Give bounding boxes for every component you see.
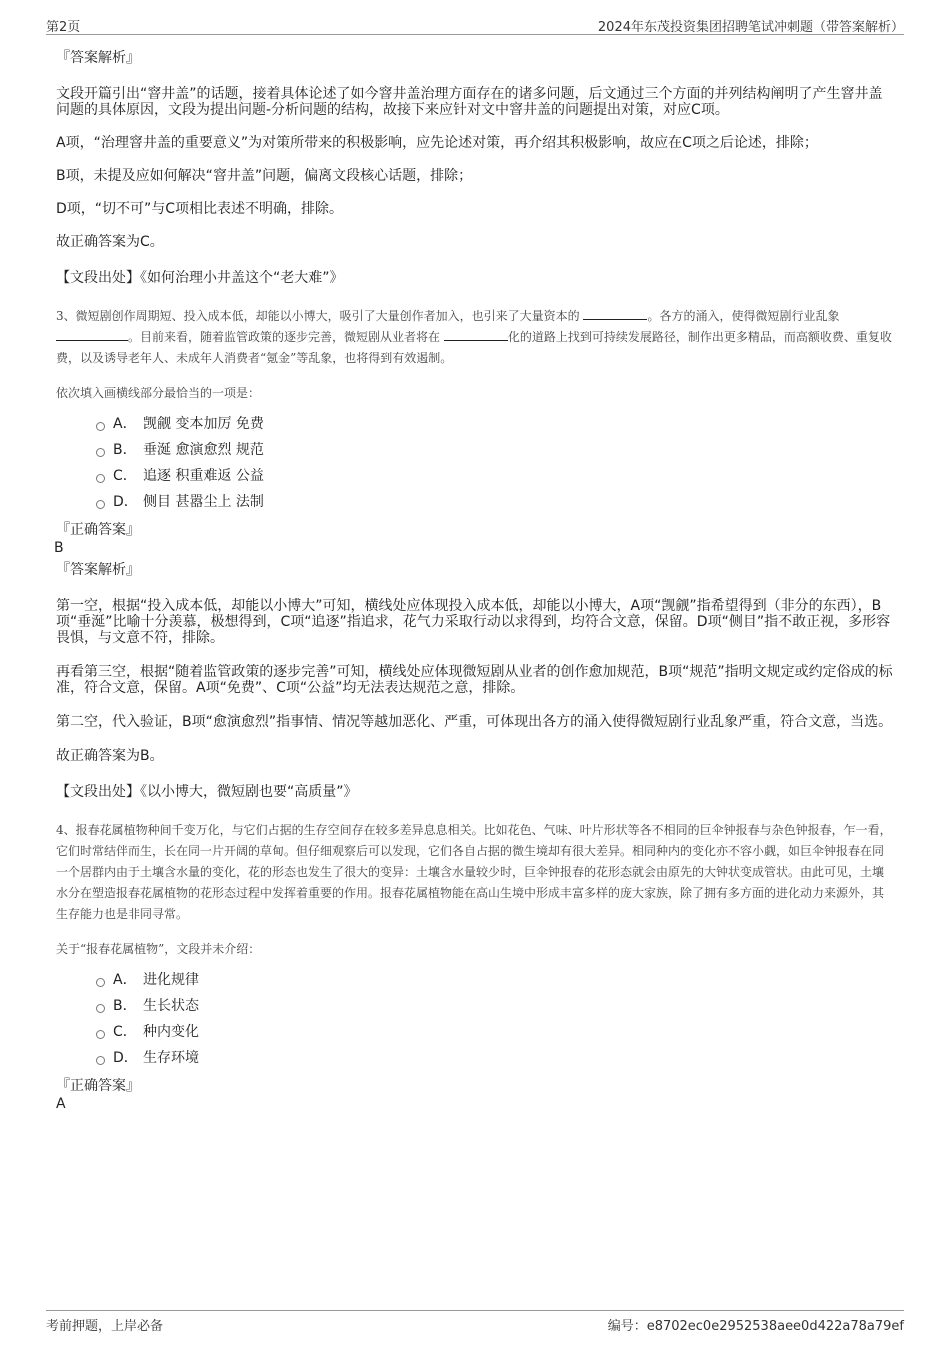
option-list: [96, 416, 894, 520]
option-b[interactable]: B． 生长状态: [96, 998, 894, 1024]
option-a[interactable]: A． 觊觎 变本加厉 免费: [96, 416, 894, 442]
page-number: 第2页: [46, 20, 81, 35]
answer-label: 『正确答案』: [56, 522, 140, 538]
option-b[interactable]: B． 垂涎 愈演愈烈 规范: [96, 442, 894, 468]
question-4: [56, 820, 894, 1112]
option-d[interactable]: D． 生存环境: [96, 1050, 894, 1076]
question-3: [56, 306, 894, 800]
question-stem: 4、报春花属植物种间千变万化，与它们占据的生存空间存在较多差异息息相关。比如花色、气味、叶片形状等各不相同的巨伞钟报春与杂色钟报春，乍一看，它们时常结伴而生，长在同一片开阔的草甸。但仔细观察后可以发现，它们各自占据的微生境却有很大差异。相同种内的变化亦不容小觑，如巨伞钟报春在同一个居群内由于土壤含水量的变化，花的形态也发生了很大的变异：土壤含水量较少时，巨伞钟报春的花形态就会由原先的大钟状变成管状。由此可见，土壤水分在塑造报春花属植物的花形态过程中发挥着重要的作用。报春花属植物能在高山生境中形成丰富多样的庞大家族，除了拥有多方面的进化动力来源外，其生存能力也是非同寻常。: [56, 823, 892, 921]
page-header: [46, 14, 904, 35]
analysis-paragraph: D项，“切不可”与C项相比表述不明确，排除。: [56, 201, 344, 217]
option-c[interactable]: C． 追逐 积重难返 公益: [96, 468, 894, 494]
radio-icon[interactable]: [96, 1004, 105, 1013]
radio-icon[interactable]: [96, 1030, 105, 1039]
analysis-label: 『答案解析』: [56, 562, 140, 578]
question-stem: 3、微短剧创作周期短、投入成本低，却能以小博大，吸引了大量创作者加入，也引来了大量资本的 。各方的涌入，使得微短剧行业乱象 。目前来看，随着监管政策的逐步完善，微短剧从业者将在 化的道路上找到可持续发展路径，制作出更多精品，而高额收费、重复收费，以及诱导老年人、未成年人消费者“氪金”等乱象，也将得到有效遏制。: [56, 309, 892, 365]
option-c[interactable]: C． 种内变化: [96, 1024, 894, 1050]
answer-label: 『正确答案』: [56, 1078, 140, 1094]
analysis-label: 『答案解析』: [56, 50, 140, 66]
footer-slogan: 考前押题，上岸必备: [46, 1319, 164, 1334]
source-citation: 【文段出处】《以小博大，微短剧也要“高质量”》: [56, 784, 358, 800]
page-footer: [46, 1310, 904, 1333]
analysis-paragraph: 第一空，根据“投入成本低，却能以小博大”可知，横线处应体现投入成本低，却能以小博大，A项“觊觎”指希望得到（非分的东西），B项“垂涎”比喻十分羡慕，极想得到，C项“追逐”指追求，花气力采取行动以求得到，均符合文意，保留。D项“侧目”指不敢正视，多形容畏惧，与文意不符，排除。: [56, 598, 891, 646]
analysis-paragraph: 再看第三空，根据“随着监管政策的逐步完善”可知，横线处应体现微短剧从业者的创作愈加规范，B项“规范”指明文规定或约定俗成的标准，符合文意，保留。A项“免费”、C项“公益”均无法表达规范之意，排除。: [56, 664, 893, 696]
correct-answer: B: [54, 540, 64, 556]
analysis-paragraph: A项，“治理窨井盖的重要意义”为对策所带来的积极影响，应先论述对策，再介绍其积极影响，故应在C项之后论述，排除；: [56, 135, 818, 151]
page-content: [56, 44, 894, 1112]
radio-icon[interactable]: [96, 978, 105, 987]
option-d[interactable]: D． 侧目 甚嚣尘上 法制: [96, 494, 894, 520]
radio-icon[interactable]: [96, 422, 105, 431]
option-list: [96, 972, 894, 1076]
source-citation: 【文段出处】《如何治理小井盖这个“老大难”》: [56, 270, 344, 286]
question-prompt: 依次填入画横线部分最恰当的一项是：: [56, 386, 261, 400]
radio-icon[interactable]: [96, 474, 105, 483]
radio-icon[interactable]: [96, 448, 105, 457]
fill-blank: [56, 328, 128, 341]
answer-statement: 故正确答案为C。: [56, 234, 164, 250]
question-2-analysis: [56, 50, 894, 286]
question-prompt: 关于“报春花属植物”，文段并未介绍：: [56, 942, 261, 956]
analysis-paragraph: 第二空，代入验证，B项“愈演愈烈”指事情、情况等越加恶化、严重，可体现出各方的涌入使得微短剧行业乱象严重，符合文意，当选。: [56, 714, 893, 730]
fill-blank: [444, 328, 508, 341]
analysis-paragraph: B项，未提及应如何解决“窨井盖”问题，偏离文段核心话题，排除；: [56, 168, 473, 184]
radio-icon[interactable]: [96, 1056, 105, 1065]
correct-answer: A: [56, 1096, 66, 1112]
option-a[interactable]: A． 进化规律: [96, 972, 894, 998]
answer-statement: 故正确答案为B。: [56, 748, 164, 764]
document-id: 编号：e8702ec0e2952538aee0d422a78a79ef: [607, 1319, 904, 1334]
analysis-paragraph: 文段开篇引出“窨井盖”的话题，接着具体论述了如今窨井盖治理方面存在的诸多问题，后文通过三个方面的并列结构阐明了产生窨井盖问题的具体原因，文段为提出问题-分析问题的结构，故接下来应针对文中窨井盖的问题提出对策，对应C项。: [56, 86, 883, 118]
document-title: 2024年东茂投资集团招聘笔试冲刺题（带答案解析）: [597, 20, 904, 35]
radio-icon[interactable]: [96, 500, 105, 509]
fill-blank: [583, 307, 647, 320]
